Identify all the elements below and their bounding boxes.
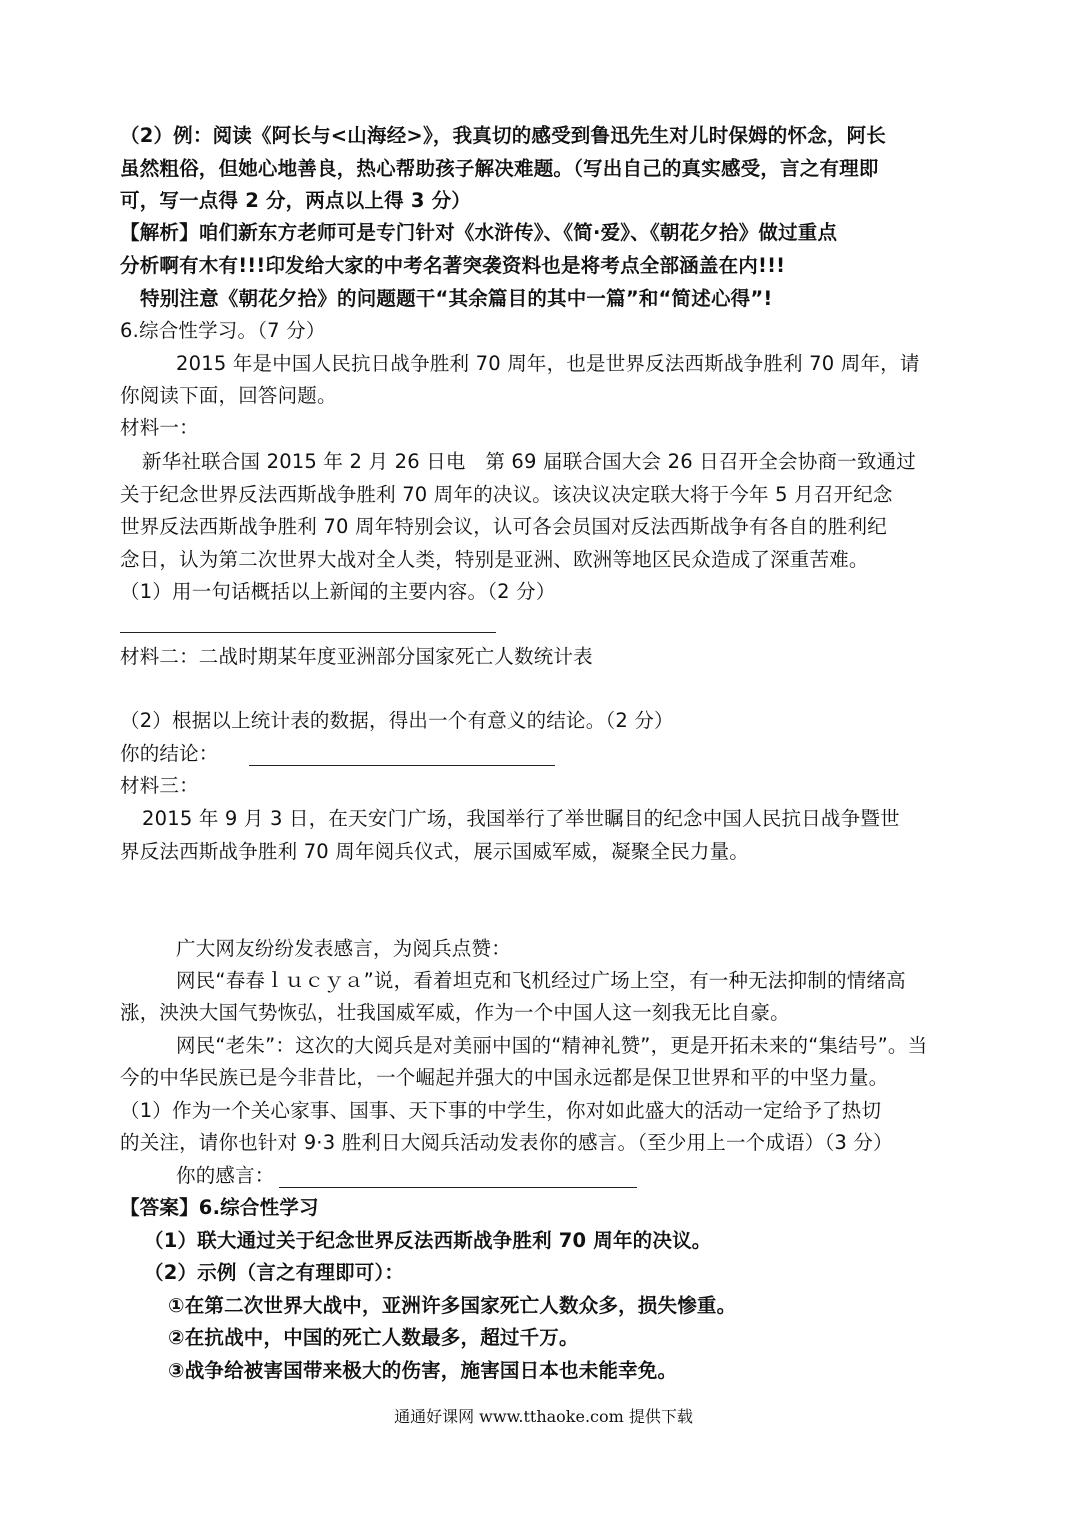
analysis-line-1: 【解析】咱们新东方老师可是专门针对《水浒传》、《简·爱》、《朝花夕拾》做过重点	[120, 221, 838, 244]
feeling-label: 你的感言：	[176, 1164, 275, 1187]
question-6-2: （2）根据以上统计表的数据，得出一个有意义的结论。（2 分）	[120, 709, 674, 732]
question-6-3-line-2: 的关注，请你也针对 9·3 胜利日大阅兵活动发表你的感言。（至少用上一个成语）（3 分）	[120, 1131, 893, 1154]
question-6-intro-line-1: 2015 年是中国人民抗日战争胜利 70 周年，也是世界反法西斯战争胜利 70 周年，请	[176, 352, 920, 375]
analysis-line-2: 分析啊有木有!!!印发给大家的中考名著突袭资料也是将考点全部涵盖在内!!!	[120, 254, 786, 277]
conclusion-row	[120, 742, 555, 766]
answer-5-2-line-2: 虽然粗俗，但她心地善良，热心帮助孩子解决难题。（写出自己的真实感受，言之有理即	[120, 157, 879, 180]
netizen-intro: 广大网友纷纷发表感言，为阅兵点赞：	[176, 937, 511, 960]
material-2-label: 材料二：二战时期某年度亚洲部分国家死亡人数统计表	[120, 645, 593, 668]
netizen-2-line-1: 网民“老朱”：这次的大阅兵是对美丽中国的“精神礼赞”，更是开拓未来的“集结号”。当	[176, 1034, 928, 1057]
answer-5-2-line-1: （2）例：阅读《阿长与<山海经>》，我真切的感受到鲁迅先生对儿时保姆的怀念，阿长	[120, 124, 886, 147]
netizen-1-line-2: 涨，泱泱大国气势恢弘，壮我国威军威，作为一个中国人这一刻我无比自豪。	[120, 1001, 790, 1024]
analysis-note: 特别注意《朝花夕拾》的问题题干“其余篇目的其中一篇”和“简述心得”!	[140, 287, 773, 310]
conclusion-label: 你的结论：	[120, 742, 219, 765]
footer-download-note: 通通好课网 www.tthaoke.com 提供下载	[394, 1407, 693, 1426]
material-1-line-4: 念日，认为第二次世界大战对全人类，特别是亚洲、欧洲等地区民众造成了深重苦难。	[120, 548, 869, 571]
netizen-1-line-1: 网民“春春ｌｕｃｙａ”说，看着坦克和飞机经过广场上空，有一种无法抑制的情绪高	[176, 969, 906, 992]
feeling-row	[176, 1164, 637, 1188]
material-1-line-1: 新华社联合国 2015 年 2 月 26 日电 第 69 届联合国大会 26 日召开全会协商一致通过	[142, 450, 916, 473]
material-1-label: 材料一：	[120, 416, 199, 439]
material-3-line-1: 2015 年 9 月 3 日，在天安门广场，我国举行了举世瞩目的纪念中国人民抗日战争暨世	[142, 807, 900, 830]
answer-6-2-item-2: ②在抗战中，中国的死亡人数最多，超过千万。	[168, 1326, 579, 1349]
answer-6-2-item-1: ①在第二次世界大战中，亚洲许多国家死亡人数众多，损失惨重。	[168, 1294, 737, 1317]
answer-6-2-item-3: ③战争给被害国带来极大的伤害，施害国日本也未能幸免。	[168, 1359, 678, 1382]
material-1-line-3: 世界反法西斯战争胜利 70 周年特别会议，认可各会员国对反法西斯战争有各自的胜利纪	[120, 515, 887, 538]
material-3-line-2: 界反法西斯战争胜利 70 周年阅兵仪式，展示国威军威，凝聚全民力量。	[120, 840, 750, 863]
question-6-heading: 6.综合性学习。（7 分）	[120, 319, 326, 342]
question-6-1: （1）用一句话概括以上新闻的主要内容。（2 分）	[120, 580, 556, 603]
material-3-label: 材料三：	[120, 774, 199, 797]
answer-6-2: （2）示例（言之有理即可）：	[144, 1261, 405, 1284]
answer-5-2-line-3: 可，写一点得 2 分，两点以上得 3 分）	[120, 189, 471, 212]
netizen-2-line-2: 今的中华民族已是今非昔比，一个崛起并强大的中国永远都是保卫世界和平的中坚力量。	[120, 1066, 889, 1089]
answer-blank-line	[120, 632, 496, 633]
feeling-blank	[279, 1167, 637, 1188]
question-6-3-line-1: （1）作为一个关心家事、国事、天下事的中学生，你对如此盛大的活动一定给予了热切	[120, 1099, 882, 1122]
material-1-line-2: 关于纪念世界反法西斯战争胜利 70 周年的决议。该决议决定联大将于今年 5 月召开纪念	[120, 483, 893, 506]
answer-6-1: （1）联大通过关于纪念世界反法西斯战争胜利 70 周年的决议。	[144, 1229, 712, 1252]
question-6-intro-line-2: 你阅读下面，回答问题。	[120, 384, 337, 407]
conclusion-blank	[249, 745, 555, 766]
answer-6-heading: 【答案】6.综合性学习	[120, 1196, 319, 1219]
